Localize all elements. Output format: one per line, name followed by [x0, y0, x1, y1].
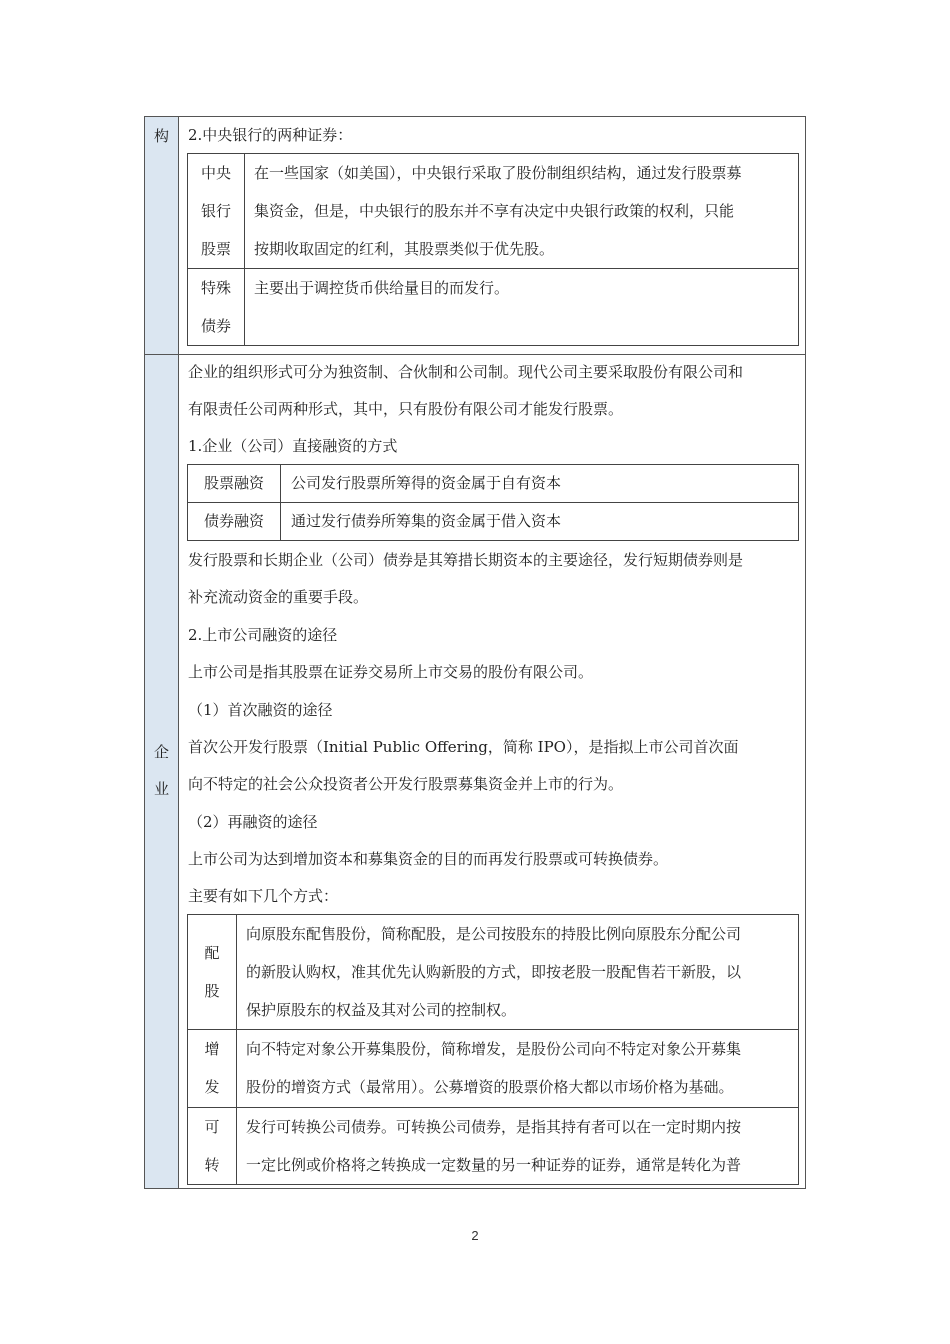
row-label: 特殊 债券 [188, 269, 245, 346]
row-description: 向原股东配售股份，简称配股，是公司按股东的持股比例向原股东分配公司 的新股认购权，准其优先认购新股的方式，即按老股一股配售若干新股，以 保护原股东的权益及其对公司的控制权。 [237, 915, 799, 1030]
central-bank-securities-table [187, 153, 799, 346]
central-bank-heading: 2.中央银行的两种证券： [188, 126, 353, 144]
side-label-enterprise-1: 企 [153, 743, 169, 761]
paragraph-line: 发行股票和长期企业（公司）债券是其筹措长期资本的主要途径，发行短期债券则是 [188, 551, 744, 569]
listed-financing-heading: 2.上市公司融资的途径 [188, 626, 338, 644]
row-description: 向不特定对象公开募集股份，简称增发，是股份公司向不特定对象公开募集 股份的增资方式（最常用）。公募增资的股票价格大都以市场价格为基础。 [237, 1030, 799, 1108]
methods-intro: 主要有如下几个方式： [188, 887, 339, 905]
table-row [188, 503, 799, 541]
row-label: 增 发 [188, 1030, 237, 1108]
row-description: 在一些国家（如美国），中央银行采取了股份制组织结构，通过发行股票募 集资金，但是，中央银行的股东并不享有决定中央银行政策的权利，只能 按期收取固定的红利，其股票类似于优先股。 [245, 154, 799, 269]
refinance-line: 上市公司为达到增加资本和募集资金的目的而再发行股票或可转换债券。 [188, 850, 669, 868]
row-description: 发行可转换公司债券。可转换公司债券，是指其持有者可以在一定时期内按 一定比例或价格将之转换成一定数量的另一种证券的证券，通常是转化为普 [237, 1108, 799, 1185]
side-label-column [145, 117, 179, 1188]
financing-table [187, 464, 799, 541]
listed-company-definition: 上市公司是指其股票在证券交易所上市交易的股份有限公司。 [188, 663, 594, 681]
financing-methods-heading: 1.企业（公司）直接融资的方式 [188, 437, 398, 455]
row-description: 通过发行债券所筹集的资金属于借入资本 [281, 503, 799, 541]
refinance-methods-table [187, 914, 799, 1185]
row-description: 主要出于调控货币供给量目的而发行。 [245, 269, 799, 346]
row-label: 股票融资 [188, 465, 281, 503]
intro-line: 企业的组织形式可分为独资制、合伙制和公司制。现代公司主要采取股份有限公司和 [188, 363, 744, 381]
section-divider [145, 354, 805, 355]
side-label-structure: 构 [153, 127, 169, 145]
row-description: 公司发行股票所筹得的资金属于自有资本 [281, 465, 799, 503]
row-label: 债券融资 [188, 503, 281, 541]
row-label: 可 转 [188, 1108, 237, 1185]
table-row [188, 465, 799, 503]
subheading-ipo: （1）首次融资的途径 [188, 701, 333, 719]
page-number: 2 [471, 1228, 479, 1243]
paragraph-line: 补充流动资金的重要手段。 [188, 588, 369, 606]
ipo-line: 向不特定的社会公众投资者公开发行股票募集资金并上市的行为。 [188, 775, 624, 793]
row-label: 配 股 [188, 915, 237, 1030]
side-label-enterprise-2: 业 [153, 780, 169, 798]
table-row [188, 269, 799, 346]
content-frame [144, 116, 806, 1189]
table-row [188, 915, 799, 1030]
subheading-refinance: （2）再融资的途径 [188, 813, 318, 831]
table-row [188, 154, 799, 269]
row-label: 中央 银行 股票 [188, 154, 245, 269]
table-row [188, 1108, 799, 1185]
ipo-line: 首次公开发行股票（Initial Public Offering，简称 IPO），是指拟上市公司首次面 [188, 738, 739, 756]
table-row [188, 1030, 799, 1108]
intro-line: 有限责任公司两种形式，其中，只有股份有限公司才能发行股票。 [188, 400, 624, 418]
